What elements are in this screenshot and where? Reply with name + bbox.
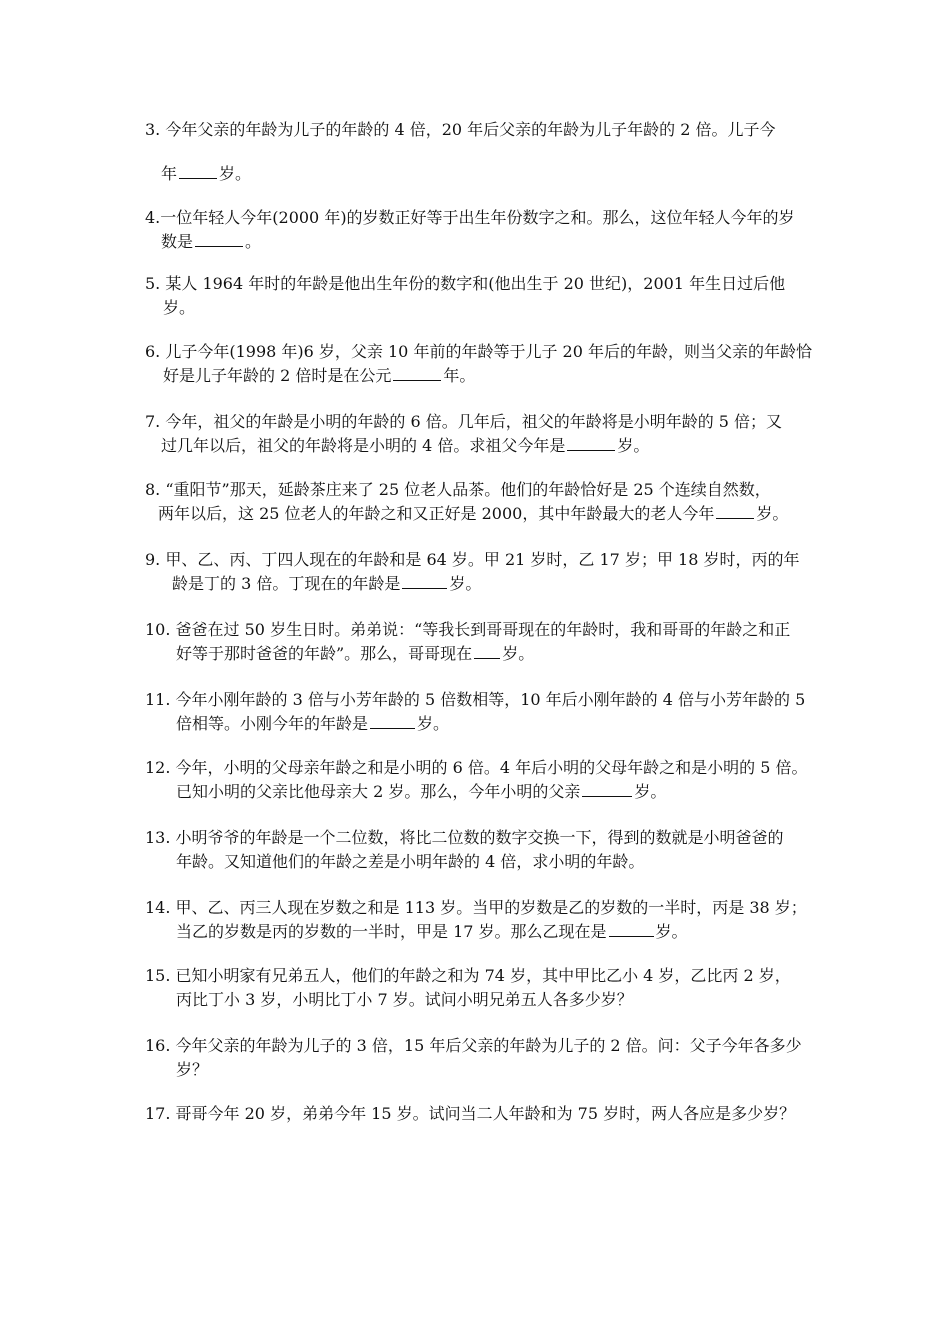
question-line	[145, 618, 810, 642]
question-continuation-line	[145, 1058, 810, 1082]
question-4	[145, 206, 810, 254]
question-text: 年。	[443, 366, 476, 385]
question-text: 。	[245, 232, 262, 251]
question-text: 3. 今年父亲的年龄为儿子的年龄的 4 倍，20 年后父亲的年龄为儿子年龄的 2 倍。儿子今	[145, 120, 776, 139]
question-text: 龄是丁的 3 倍。丁现在的年龄是	[172, 574, 401, 593]
question-3	[145, 118, 810, 186]
question-text: 10. 爸爸在过 50 岁生日时。弟弟说：“等我长到哥哥现在的年龄时，我和哥哥的年龄之和正	[145, 620, 791, 639]
question-text: 年龄。又知道他们的年龄之差是小明年龄的 4 倍，求小明的年龄。	[176, 852, 645, 871]
question-continuation-line	[145, 850, 810, 874]
answer-blank[interactable]	[609, 920, 654, 937]
question-text: 8. “重阳节”那天，延龄茶庄来了 25 位老人品茶。他们的年龄恰好是 25 个连续自然数，	[145, 480, 771, 499]
question-7	[145, 410, 810, 458]
question-continuation-line	[145, 712, 810, 736]
question-text: 12. 今年，小明的父母亲年龄之和是小明的 6 倍。4 年后小明的父母年龄之和是小明的 5 倍。	[145, 758, 808, 777]
question-continuation-line	[145, 642, 810, 666]
question-line	[145, 964, 810, 988]
answer-blank[interactable]	[567, 434, 615, 451]
question-8	[145, 478, 810, 526]
question-text: 倍相等。小刚今年的年龄是	[176, 714, 369, 733]
question-12	[145, 756, 810, 804]
question-text: 15. 已知小明家有兄弟五人，他们的年龄之和为 74 岁，其中甲比乙小 4 岁，乙比丙 2 岁，	[145, 966, 791, 985]
question-10	[145, 618, 810, 666]
question-line	[145, 206, 810, 230]
question-continuation-line	[145, 230, 810, 254]
question-continuation-line	[145, 364, 810, 388]
question-text: 7. 今年，祖父的年龄是小明的年龄的 6 倍。几年后，祖父的年龄将是小明年龄的 5 倍；又	[145, 412, 783, 431]
question-9	[145, 548, 810, 596]
question-text: 岁。	[417, 714, 450, 733]
question-line	[145, 118, 810, 142]
question-11	[145, 688, 810, 736]
question-text: 4.一位年轻人今年(2000 年)的岁数正好等于出生年份数字之和。那么，这位年轻人今年的岁	[145, 208, 795, 227]
answer-blank[interactable]	[582, 780, 632, 797]
question-15	[145, 964, 810, 1012]
question-13	[145, 826, 810, 874]
question-line	[145, 1034, 810, 1058]
question-text: 岁。	[756, 504, 789, 523]
question-text: 好是儿子年龄的 2 倍时是在公元	[163, 366, 392, 385]
question-continuation-line	[145, 162, 810, 186]
answer-blank[interactable]	[179, 162, 217, 179]
question-continuation-line	[145, 920, 810, 944]
question-line	[145, 688, 810, 712]
question-line	[145, 478, 810, 502]
question-line	[145, 410, 810, 434]
question-text: 数是	[161, 232, 194, 251]
answer-blank[interactable]	[195, 230, 243, 247]
answer-blank[interactable]	[474, 642, 500, 659]
answer-blank[interactable]	[402, 572, 447, 589]
question-text: 过几年以后，祖父的年龄将是小明的 4 倍。求祖父今年是	[161, 436, 566, 455]
question-text: 年	[161, 164, 178, 183]
question-14	[145, 896, 810, 944]
question-text: 14. 甲、乙、丙三人现在岁数之和是 113 岁。当甲的岁数是乙的岁数的一半时，丙是 38 岁；	[145, 898, 807, 917]
question-17	[145, 1102, 810, 1126]
answer-blank[interactable]	[370, 712, 415, 729]
question-text: 5. 某人 1964 年时的年龄是他出生年份的数字和(他出生于 20 世纪)，2001 年生日过后他	[145, 274, 786, 293]
question-line	[145, 340, 810, 364]
question-line	[145, 896, 810, 920]
question-text: 岁。	[219, 164, 252, 183]
question-text: 岁。	[449, 574, 482, 593]
question-text: 两年以后，这 25 位老人的年龄之和又正好是 2000，其中年龄最大的老人今年	[158, 504, 715, 523]
question-text: 岁。	[163, 298, 196, 317]
question-continuation-line	[145, 434, 810, 458]
question-line	[145, 826, 810, 850]
question-continuation-line	[145, 988, 810, 1012]
question-line	[145, 548, 810, 572]
question-line	[145, 756, 810, 780]
question-text: 岁。	[617, 436, 650, 455]
question-text: 17. 哥哥今年 20 岁，弟弟今年 15 岁。试问当二人年龄和为 75 岁时，两人各应是多少岁？	[145, 1104, 796, 1123]
question-6	[145, 340, 810, 388]
question-5	[145, 272, 810, 320]
question-text: 已知小明的父亲比他母亲大 2 岁。那么，今年小明的父亲	[176, 782, 581, 801]
answer-blank[interactable]	[393, 364, 441, 381]
question-line	[145, 1102, 810, 1126]
question-16	[145, 1034, 810, 1082]
question-text: 岁。	[634, 782, 667, 801]
question-text: 11. 今年小刚年龄的 3 倍与小芳年龄的 5 倍数相等，10 年后小刚年龄的 4 倍与小芳年龄的 5	[145, 690, 806, 709]
question-text: 丙比丁小 3 岁，小明比丁小 7 岁。试问小明兄弟五人各多少岁？	[176, 990, 633, 1009]
question-continuation-line	[145, 296, 810, 320]
answer-blank[interactable]	[716, 502, 754, 519]
question-line	[145, 272, 810, 296]
question-text: 岁？	[176, 1060, 209, 1079]
question-text: 好等于那时爸爸的年龄”。那么，哥哥现在	[176, 644, 473, 663]
question-continuation-line	[145, 780, 810, 804]
question-continuation-line	[145, 502, 810, 526]
question-text: 岁。	[655, 922, 688, 941]
question-text: 岁。	[502, 644, 535, 663]
question-text: 16. 今年父亲的年龄为儿子的 3 倍，15 年后父亲的年龄为儿子的 2 倍。问：父子今年各多少	[145, 1036, 802, 1055]
question-text: 9. 甲、乙、丙、丁四人现在的年龄和是 64 岁。甲 21 岁时，乙 17 岁；甲 18 岁时，丙的年	[145, 550, 800, 569]
question-text: 6. 儿子今年(1998 年)6 岁，父亲 10 年前的年龄等于儿子 20 年后的年龄，则当父亲的年龄恰	[145, 342, 812, 361]
question-text: 当乙的岁数是丙的岁数的一半时，甲是 17 岁。那么乙现在是	[176, 922, 607, 941]
question-text: 13. 小明爷爷的年龄是一个二位数，将比二位数的数字交换一下，得到的数就是小明爸爸的	[145, 828, 784, 847]
question-continuation-line	[145, 572, 810, 596]
